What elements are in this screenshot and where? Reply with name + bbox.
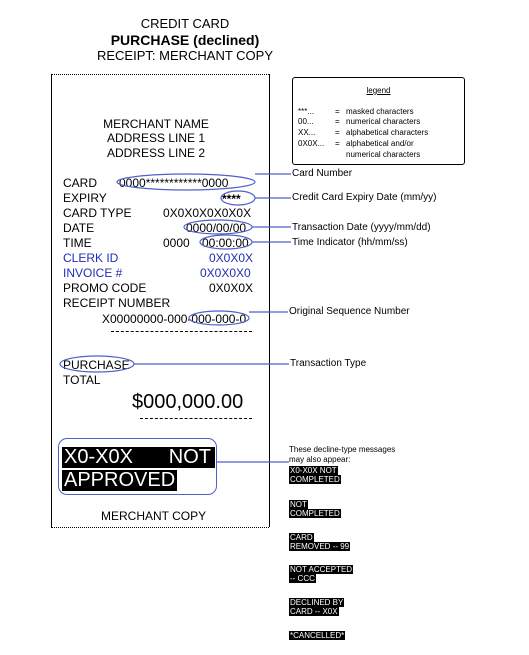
receipt-copy-title: RECEIPT: MERCHANT COPY [96, 48, 273, 63]
promo-code-label: PROMO CODE [63, 281, 147, 295]
legend-symbol: 00... [298, 117, 314, 126]
expiry-value: **** [222, 192, 241, 206]
annotation-time-indicator: Time Indicator (hh/mm/ss) [292, 237, 408, 248]
expiry-callout [221, 191, 255, 205]
legend-description: numerical characters [346, 117, 421, 126]
legend-symbol: XX... [298, 128, 316, 137]
receipt-footer: MERCHANT COPY [101, 509, 207, 523]
date-value: 0000/00/00 [186, 221, 247, 235]
legend-symbol: ***... [298, 107, 315, 116]
receipt-number-label: RECEIPT NUMBER [63, 296, 171, 310]
decline-message-line-2: APPROVED [64, 469, 176, 491]
time-label: TIME [63, 236, 92, 250]
annotation-expiry: Credit Card Expiry Date (mm/yy) [292, 192, 437, 203]
legend-description: alphabetical characters [346, 128, 429, 137]
decline-message-example-line: CARD -- X0X [290, 607, 338, 616]
annotation-transaction-type: Transaction Type [290, 358, 367, 369]
total-label: TOTAL [63, 373, 101, 387]
annotation-transaction-date: Transaction Date (yyyy/mm/dd) [292, 222, 431, 233]
decline-not: NOT [168, 446, 211, 468]
decline-message-example-line: X0-X0X NOT [290, 466, 337, 475]
time-callout [200, 235, 252, 249]
legend-description: numerical characters [346, 150, 421, 159]
merchant-name: MERCHANT NAME [103, 117, 209, 131]
invoice-label: INVOICE # [63, 266, 123, 280]
decline-message-example-line: REMOVED -- 99 [290, 542, 350, 551]
decline-message-example-line: DECLINED BY [290, 598, 344, 607]
legend-equals: = [335, 128, 340, 137]
decline-messages-intro-line-1: These decline-type messages [289, 445, 396, 454]
invoice-value: 0X0X0X0 [200, 266, 251, 280]
card-type-label: CARD TYPE [63, 206, 132, 220]
clerk-id-value: 0X0X0X [209, 251, 254, 265]
clerk-id-label: CLERK ID [63, 251, 119, 265]
merchant-address-line-2: ADDRESS LINE 2 [106, 146, 206, 160]
legend-equals: = [335, 107, 340, 116]
decline-message-example-line: CARD [290, 533, 313, 542]
legend-equals: = [335, 117, 340, 126]
legend-symbol: 0X0X... [298, 139, 325, 148]
decline-message-example-line: -- CCC [290, 574, 315, 583]
receipt-type-title: CREDIT CARD [140, 16, 230, 31]
expiry-label: EXPIRY [63, 191, 107, 205]
legend-equals: = [335, 139, 340, 148]
annotation-card-number: Card Number [292, 168, 353, 179]
receipt-number-value: X00000000-000-000-000-0 [102, 312, 247, 326]
transaction-type-value: PURCHASE [63, 358, 130, 372]
card-type-value: 0X0X0X0X0X0X [163, 206, 252, 220]
card-label: CARD [63, 176, 98, 190]
decline-messages-intro-line-2: may also appear: [289, 455, 351, 464]
sequence-callout [189, 311, 249, 325]
annotation-sequence-number: Original Sequence Number [289, 306, 410, 317]
legend-title: legend [366, 86, 391, 95]
total-amount: $000,000.00 [132, 391, 244, 413]
merchant-address-line-1: ADDRESS LINE 1 [106, 131, 206, 145]
transaction-status-title: PURCHASE (declined) [110, 32, 260, 48]
promo-code-value: 0X0X0X [209, 281, 254, 295]
decline-message-example-line: COMPLETED [290, 509, 340, 518]
transaction-type-callout [60, 356, 134, 372]
time-value: 00:00:00 [202, 236, 249, 250]
date-label: DATE [63, 221, 95, 235]
decline-message-example-line: NOT ACCEPTED [290, 565, 353, 574]
legend-description: alphabetical and/or [346, 139, 414, 148]
card-number-callout [117, 174, 255, 190]
date-callout [184, 220, 252, 234]
decline-message-example-line: *CANCELLED* [290, 631, 345, 640]
legend-description: masked characters [346, 107, 414, 116]
card-number-value: 0000************0000 [119, 176, 229, 190]
time-prefix: 0000 [163, 236, 190, 250]
decline-message-example-line: NOT [290, 500, 307, 509]
decline-message-example-line: COMPLETED [290, 475, 340, 484]
decline-code: X0-X0X [64, 446, 133, 468]
